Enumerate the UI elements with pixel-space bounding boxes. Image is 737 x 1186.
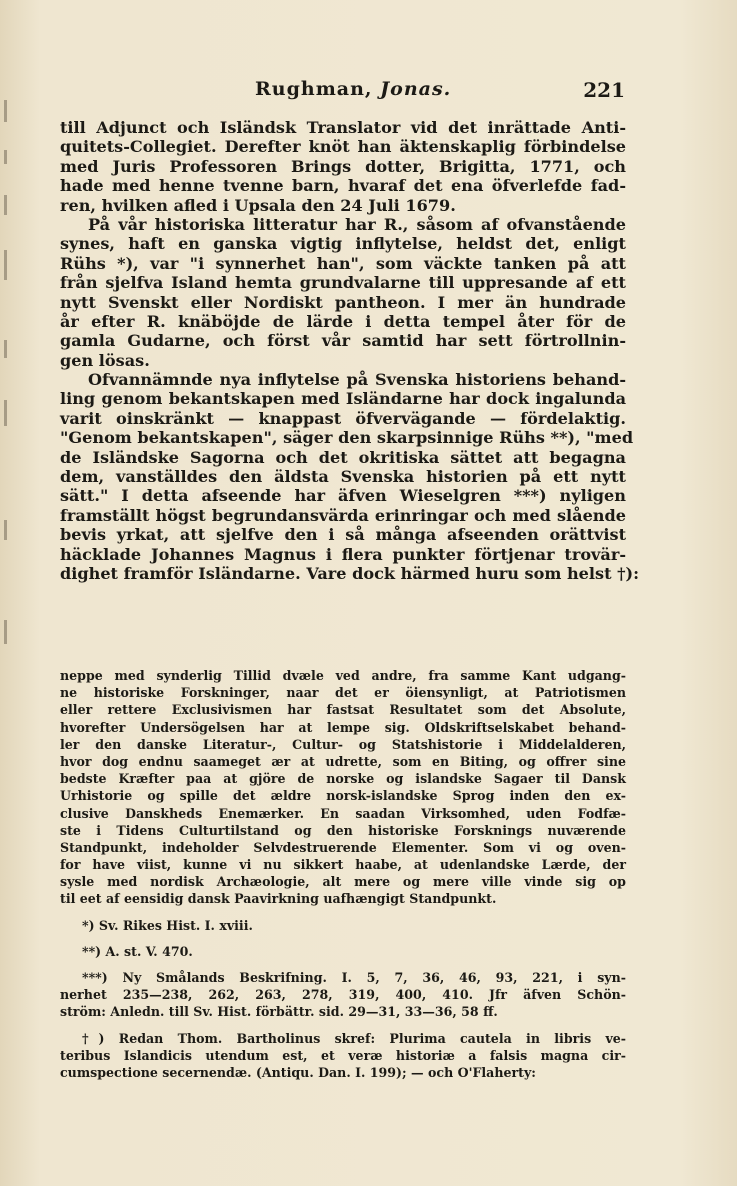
body-text-line: med Juris Professoren Brings dotter, Brigitta, 1771, och <box>60 156 626 176</box>
footnote-continuation-line: hvorefter Undersögelsen har at lempe sig. Oldskriftselskabet behand- <box>60 719 626 735</box>
running-header <box>60 78 625 108</box>
body-text-line: häcklade Johannes Magnus i flera punkter förtjenar trovär- <box>60 544 626 564</box>
body-text-line: nytt Svenskt eller Nordiskt pantheon. I mer än hundrade <box>60 292 626 312</box>
body-text-line: dighet framför Isländarne. Vare dock härmed huru som helst †): <box>60 563 640 583</box>
body-text-line: På vår historiska litteratur har R., såsom af ofvanstående <box>88 214 626 234</box>
footnote-entry: **) A. st. V. 470. <box>82 943 193 959</box>
body-text-line: gen lösas. <box>60 350 150 370</box>
footnote-continuation-line: neppe med synderlig Tillid dvæle ved andre, fra samme Kant udgang- <box>60 668 626 683</box>
body-text-line: hade med henne tvenne barn, hvaraf det ena öfverlefde fad- <box>60 176 626 196</box>
body-text-line: Rühs *), var "i synnerhet han", som väckte tanken på att <box>60 253 626 273</box>
footnote-continuation-line: ne historiske Forskninger, naar det er öiensynligt, at Patriotismen <box>60 685 626 701</box>
body-text-line: till Adjunct och Isländsk Translator vid det inrättade Anti- <box>60 118 626 137</box>
footnote-continuation-line: clusive Danskheds Enemærker. En saadan Virksomhed, uden Fodfæ- <box>60 805 626 821</box>
footnote-continuation-line: ste i Tidens Culturtilstand og den historiske Forsknings nuværende <box>60 822 626 838</box>
footnote-continuation-line: til eet af eensidig dansk Paavirkning uafhængigt Standpunkt. <box>60 891 497 907</box>
running-title-name: Rughman, <box>255 78 373 100</box>
body-text-line: varit oinskränkt — knappast öfvervägande — fördelaktig. <box>60 408 626 428</box>
body-text-line: år efter R. knäböjde de lärde i detta tempel åter för de <box>60 311 626 331</box>
footnote-entry-line: nerhet 235—238, 262, 263, 278, 319, 400, 410. Jfr äfven Schön- <box>60 987 626 1003</box>
footnote-continuation-line: bedste Kræfter paa at gjöre de norske og islandske Sagaer til Dansk <box>60 771 626 787</box>
body-text-line: framställt högst begrundansvärda erinringar och med slående <box>60 505 626 525</box>
running-title-given-name: Jonas. <box>380 78 452 100</box>
main-text-block <box>60 118 640 583</box>
body-text-line: gamla Gudarne, och först vår samtid har sett förtrollnin- <box>60 331 626 351</box>
footnote-entry-line: †) Redan Thom. Bartholinus skref: Plurima cautela in libris ve- <box>82 1030 626 1046</box>
page-number: 221 <box>583 78 625 102</box>
footnote-continuation-line: for have viist, kunne vi nu sikkert haabe, at udenlandske Lærde, der <box>60 857 626 873</box>
body-text-line: från sjelfva Island hemta grundvalarne till uppresande af ett <box>60 273 626 293</box>
body-text-line: ling genom bekantskapen med Isländarne har dock ingalunda <box>60 389 626 409</box>
footnote-entry-line: ***) Ny Smålands Beskrifning. I. 5, 7, 36, 46, 93, 221, i syn- <box>82 970 626 985</box>
footnote-entry-line: ström: Anledn. till Sv. Hist. förbättr. sid. 29—31, 33—36, 58 ff. <box>60 1004 498 1020</box>
footnote-entry: *) Sv. Rikes Hist. I. xviii. <box>82 917 253 933</box>
running-title <box>255 78 451 100</box>
body-text-line: sätt." I detta afseende har äfven Wieselgren ***) nyligen <box>60 486 626 506</box>
footnote-continuation-line: eller rettere Exclusivismen har fastsat Resultatet som det Absolute, <box>60 702 626 718</box>
footnote-continuation-line: sysle med nordisk Archæologie, alt mere og mere ville vinde sig op <box>60 874 626 890</box>
body-text-line: quitets-Collegiet. Derefter knöt han äktenskaplig förbindelse <box>60 137 626 157</box>
footnotes-block <box>60 667 626 1081</box>
footnote-continuation-line: hvor dog endnu saameget ær at udrette, som en Biting, og offrer sine <box>60 753 626 769</box>
footnote-continuation-line: ler den danske Literatur-, Cultur- og Statshistorie i Middelalderen, <box>60 736 626 752</box>
body-text-line: bevis yrkat, att sjelfve den i så många afseenden orättvist <box>60 525 626 545</box>
body-text-line: dem, vanställdes den äldsta Svenska historien på ett nytt <box>60 467 626 487</box>
footnote-entry-line: teribus Islandicis utendum est, et veræ historiæ a falsis magna cir- <box>60 1047 626 1063</box>
footnote-entry-line: cumspectione secernendæ. (Antiqu. Dan. I. 199); — och O'Flaherty: <box>60 1064 536 1080</box>
footnote-continuation-line: Urhistorie og spille det ældre norsk-islandske Sprog inden den ex- <box>60 788 626 804</box>
body-text-line: de Isländske Sagorna och det okritiska sättet att begagna <box>60 447 626 467</box>
footnote-continuation-line: Standpunkt, indeholder Selvdestruerende Elementer. Som vi og oven- <box>60 839 626 855</box>
body-text-line: Ofvannämnde nya inflytelse på Svenska historiens behand- <box>88 370 626 390</box>
page-edge-bleed-marks <box>0 100 16 720</box>
body-text-line: ren, hvilken afled i Upsala den 24 Juli 1679. <box>60 195 456 215</box>
body-text-line: "Genom bekantskapen", säger den skarpsinnige Rühs **), "med <box>60 428 634 448</box>
body-text-line: synes, haft en ganska vigtig inflytelse, heldst det, enligt <box>60 234 626 254</box>
